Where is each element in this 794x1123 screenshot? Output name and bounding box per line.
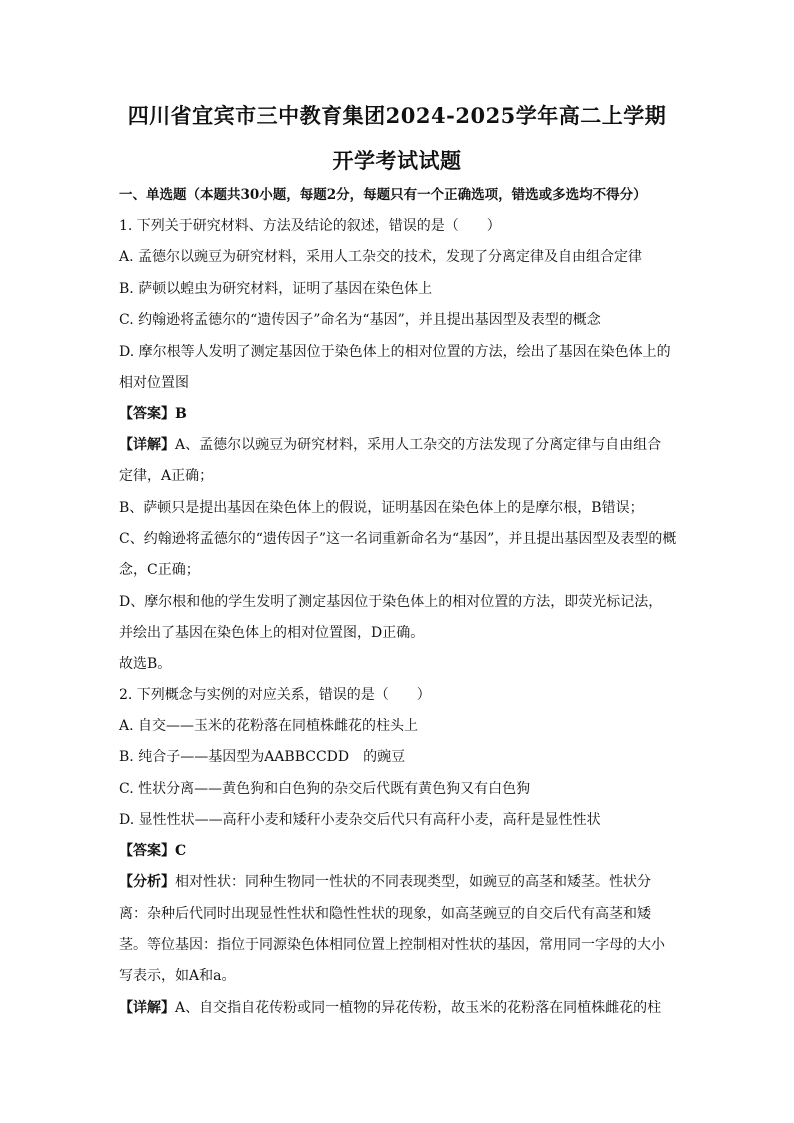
detail-label: 【详解】 [119, 1000, 175, 1016]
question-1-answer: 【答案】B [119, 406, 187, 422]
question-2-option-b: B. 纯合子——基因型为AABBCCDD 的豌豆 [119, 749, 406, 765]
question-2-detail-line-1 [119, 998, 679, 1018]
detail-text: A、自交指自花传粉或同一植物的异花传粉，故玉米的花粉落在同植株雌花的柱 [175, 1000, 662, 1016]
question-2-analysis-line-4: 写表示，如A和a。 [119, 968, 236, 984]
question-1-detail-line-4: C、约翰逊将孟德尔的“遗传因子”这一名词重新命名为“基因”，并且提出基因型及表型的概 [119, 531, 677, 547]
question-2-stem: 2. 下列概念与实例的对应关系，错误的是（ ） [119, 687, 431, 703]
question-1-detail-line-7: 并绘出了基因在染色体上的相对位置图，D正确。 [119, 625, 425, 641]
question-1-stem: 1. 下列关于研究材料、方法及结论的叙述，错误的是（ ） [119, 218, 501, 234]
question-1-option-d: D. 摩尔根等人发明了测定基因位于染色体上的相对位置的方法，绘出了基因在染色体上的 [119, 344, 671, 360]
question-1-option-c: C. 约翰逊将孟德尔的“遗传因子”命名为“基因”，并且提出基因型及表型的概念 [119, 312, 601, 328]
question-2-option-a: A. 自交——玉米的花粉落在同植株雌花的柱头上 [119, 718, 419, 734]
question-1-option-a: A. 孟德尔以豌豆为研究材料，采用人工杂交的技术，发现了分离定律及自由组合定律 [119, 249, 643, 265]
detail-text: A、孟德尔以豌豆为研究材料，采用人工杂交的方法发现了分离定律与自由组合 [175, 437, 662, 453]
section-heading: 一、单选题（本题共30小题，每题2分，每题只有一个正确选项，错选或多选均不得分） [119, 187, 647, 203]
question-2-analysis-line-2: 离：杂种后代同时出现显性性状和隐性性状的现象，如高茎豌豆的自交后代有高茎和矮 [119, 906, 651, 922]
question-1-detail-line-3: B、萨顿只是提出基因在染色体上的假说，证明基因在染色体上的是摩尔根，B错误； [119, 500, 644, 516]
analysis-label: 【分析】 [119, 874, 175, 890]
question-1-detail-line-1 [119, 435, 679, 455]
question-2-option-d: D. 显性性状——高秆小麦和矮秆小麦杂交后代只有高秆小麦，高秆是显性性状 [119, 812, 601, 828]
detail-label: 【详解】 [119, 437, 175, 453]
question-2-analysis-line-3: 茎。等位基因：指位于同源染色体相同位置上控制相对性状的基因，常用同一字母的大小 [119, 937, 665, 953]
question-1-option-b: B. 萨顿以蝗虫为研究材料，证明了基因在染色体上 [119, 281, 433, 297]
question-1-option-d-continued: 相对位置图 [119, 375, 189, 391]
question-2-analysis-line-1 [119, 872, 679, 892]
question-1-conclusion: 故选B。 [119, 656, 172, 672]
document-title-line-2: 开学考试试题 [332, 148, 462, 173]
question-1-detail-line-5: 念，C正确； [119, 562, 200, 578]
question-2-answer: 【答案】C [119, 843, 187, 859]
question-1-detail-line-6: D、摩尔根和他的学生发明了测定基因位于染色体上的相对位置的方法，即荧光标记法， [119, 594, 663, 610]
question-1-detail-line-2: 定律，A正确； [119, 468, 214, 484]
document-title-line-1: 四川省宜宾市三中教育集团2024-2025学年高二上学期 [127, 103, 667, 128]
question-2-option-c: C. 性状分离——黄色狗和白色狗的杂交后代既有黄色狗又有白色狗 [119, 781, 531, 797]
analysis-text: 相对性状：同种生物同一性状的不同表现类型，如豌豆的高茎和矮茎。性状分 [175, 874, 651, 890]
